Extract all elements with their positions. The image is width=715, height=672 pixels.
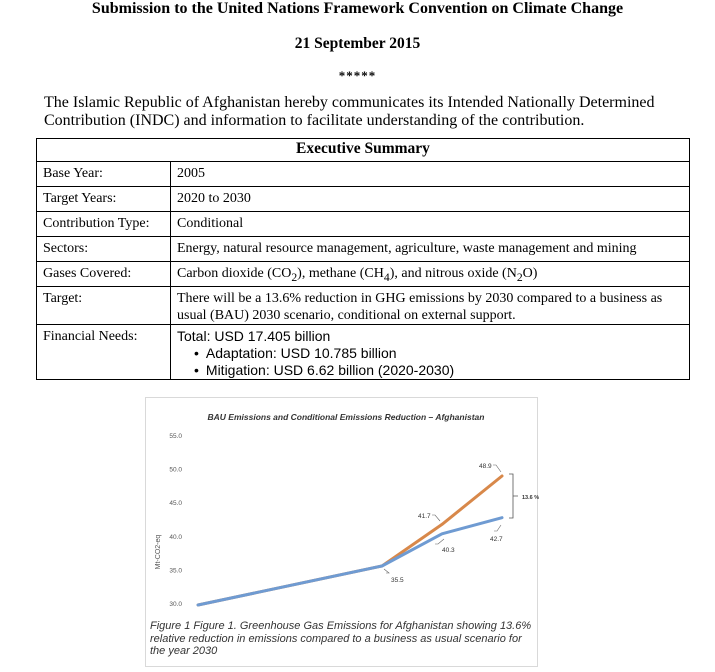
financial-total: Total: USD 17.405 billion (177, 328, 331, 344)
data-label-leader (494, 525, 501, 531)
target-years-value: 2020 to 2030 (171, 187, 690, 212)
sectors-label: Sectors: (37, 237, 171, 262)
financial-needs-label: Financial Needs: (37, 325, 171, 380)
financial-mitigation: • Mitigation: USD 6.62 billion (2020-2030) (194, 362, 683, 379)
y-tick-label: 45.0 (169, 500, 182, 508)
y-tick-label: 40.0 (169, 533, 182, 541)
gases-label: Gases Covered: (37, 262, 171, 287)
target-years-label: Target Years: (37, 187, 171, 212)
chart-title: BAU Emissions and Conditional Emissions Reduction – Afghanistan (207, 412, 485, 422)
contribution-type-value: Conditional (171, 212, 690, 237)
contribution-type-label: Contribution Type: (37, 212, 171, 237)
base-year-value: 2005 (171, 162, 690, 187)
data-label-leader (432, 515, 440, 521)
data-label: 40.3 (442, 547, 455, 554)
chart-y-axis-label: Mt-CO2-eq (155, 534, 162, 570)
chart-caption: Figure 1 Figure 1. Greenhouse Gas Emissions for Afghanistan showing 13.6% relative reduction in emissions compared to a business as usual scenario for the year 2030 (150, 620, 535, 658)
data-label-leader (384, 569, 389, 573)
series-line-conditional (198, 518, 502, 605)
y-tick-label: 50.0 (169, 466, 182, 474)
data-label-leader (435, 539, 444, 544)
target-value: There will be a 13.6% reduction in GHG emissions by 2030 compared to a business as usual (BAU) 2030 scenario, conditional on external support. (171, 287, 690, 325)
y-tick-label: 55.0 (169, 433, 182, 440)
separator: ***** (338, 68, 377, 83)
executive-summary-heading: Executive Summary (37, 139, 690, 162)
intro-paragraph: The Islamic Republic of Afghanistan hereby communicates its Intended Nationally Determined Contribution (INDC) and information to facilitate understanding of the contribution. (44, 94, 655, 129)
y-tick-label: 35.0 (169, 567, 182, 575)
base-year-label: Base Year: (37, 162, 171, 187)
financial-breakdown-list (177, 345, 683, 379)
gases-value: Carbon dioxide $(CO_2)$, methane $(CH_4)$, and nitrous oxide $(N_2O)$ (171, 262, 690, 287)
target-label: Target: (37, 287, 171, 325)
data-label: 48.9 (479, 463, 492, 470)
sectors-value: Energy, natural resource management, agriculture, waste management and mining (171, 237, 690, 262)
reduction-bracket (509, 474, 518, 518)
data-label: 35.5 (391, 577, 404, 584)
y-tick-label: 30.0 (169, 601, 182, 608)
data-label: 41.7 (418, 513, 431, 520)
data-label: 42.7 (490, 536, 503, 543)
document-title: Submission to the United Nations Framework Convention on Climate Change (91, 0, 624, 17)
series-line-bau (198, 476, 502, 605)
submission-date: 21 September 2015 (294, 35, 421, 52)
reduction-annotation: 13.6 % (522, 495, 540, 501)
executive-summary-table (36, 138, 690, 380)
financial-adaptation: • Adaptation: USD 10.785 billion (194, 345, 683, 362)
data-label-leader (493, 465, 501, 472)
financial-needs-value (171, 325, 690, 380)
